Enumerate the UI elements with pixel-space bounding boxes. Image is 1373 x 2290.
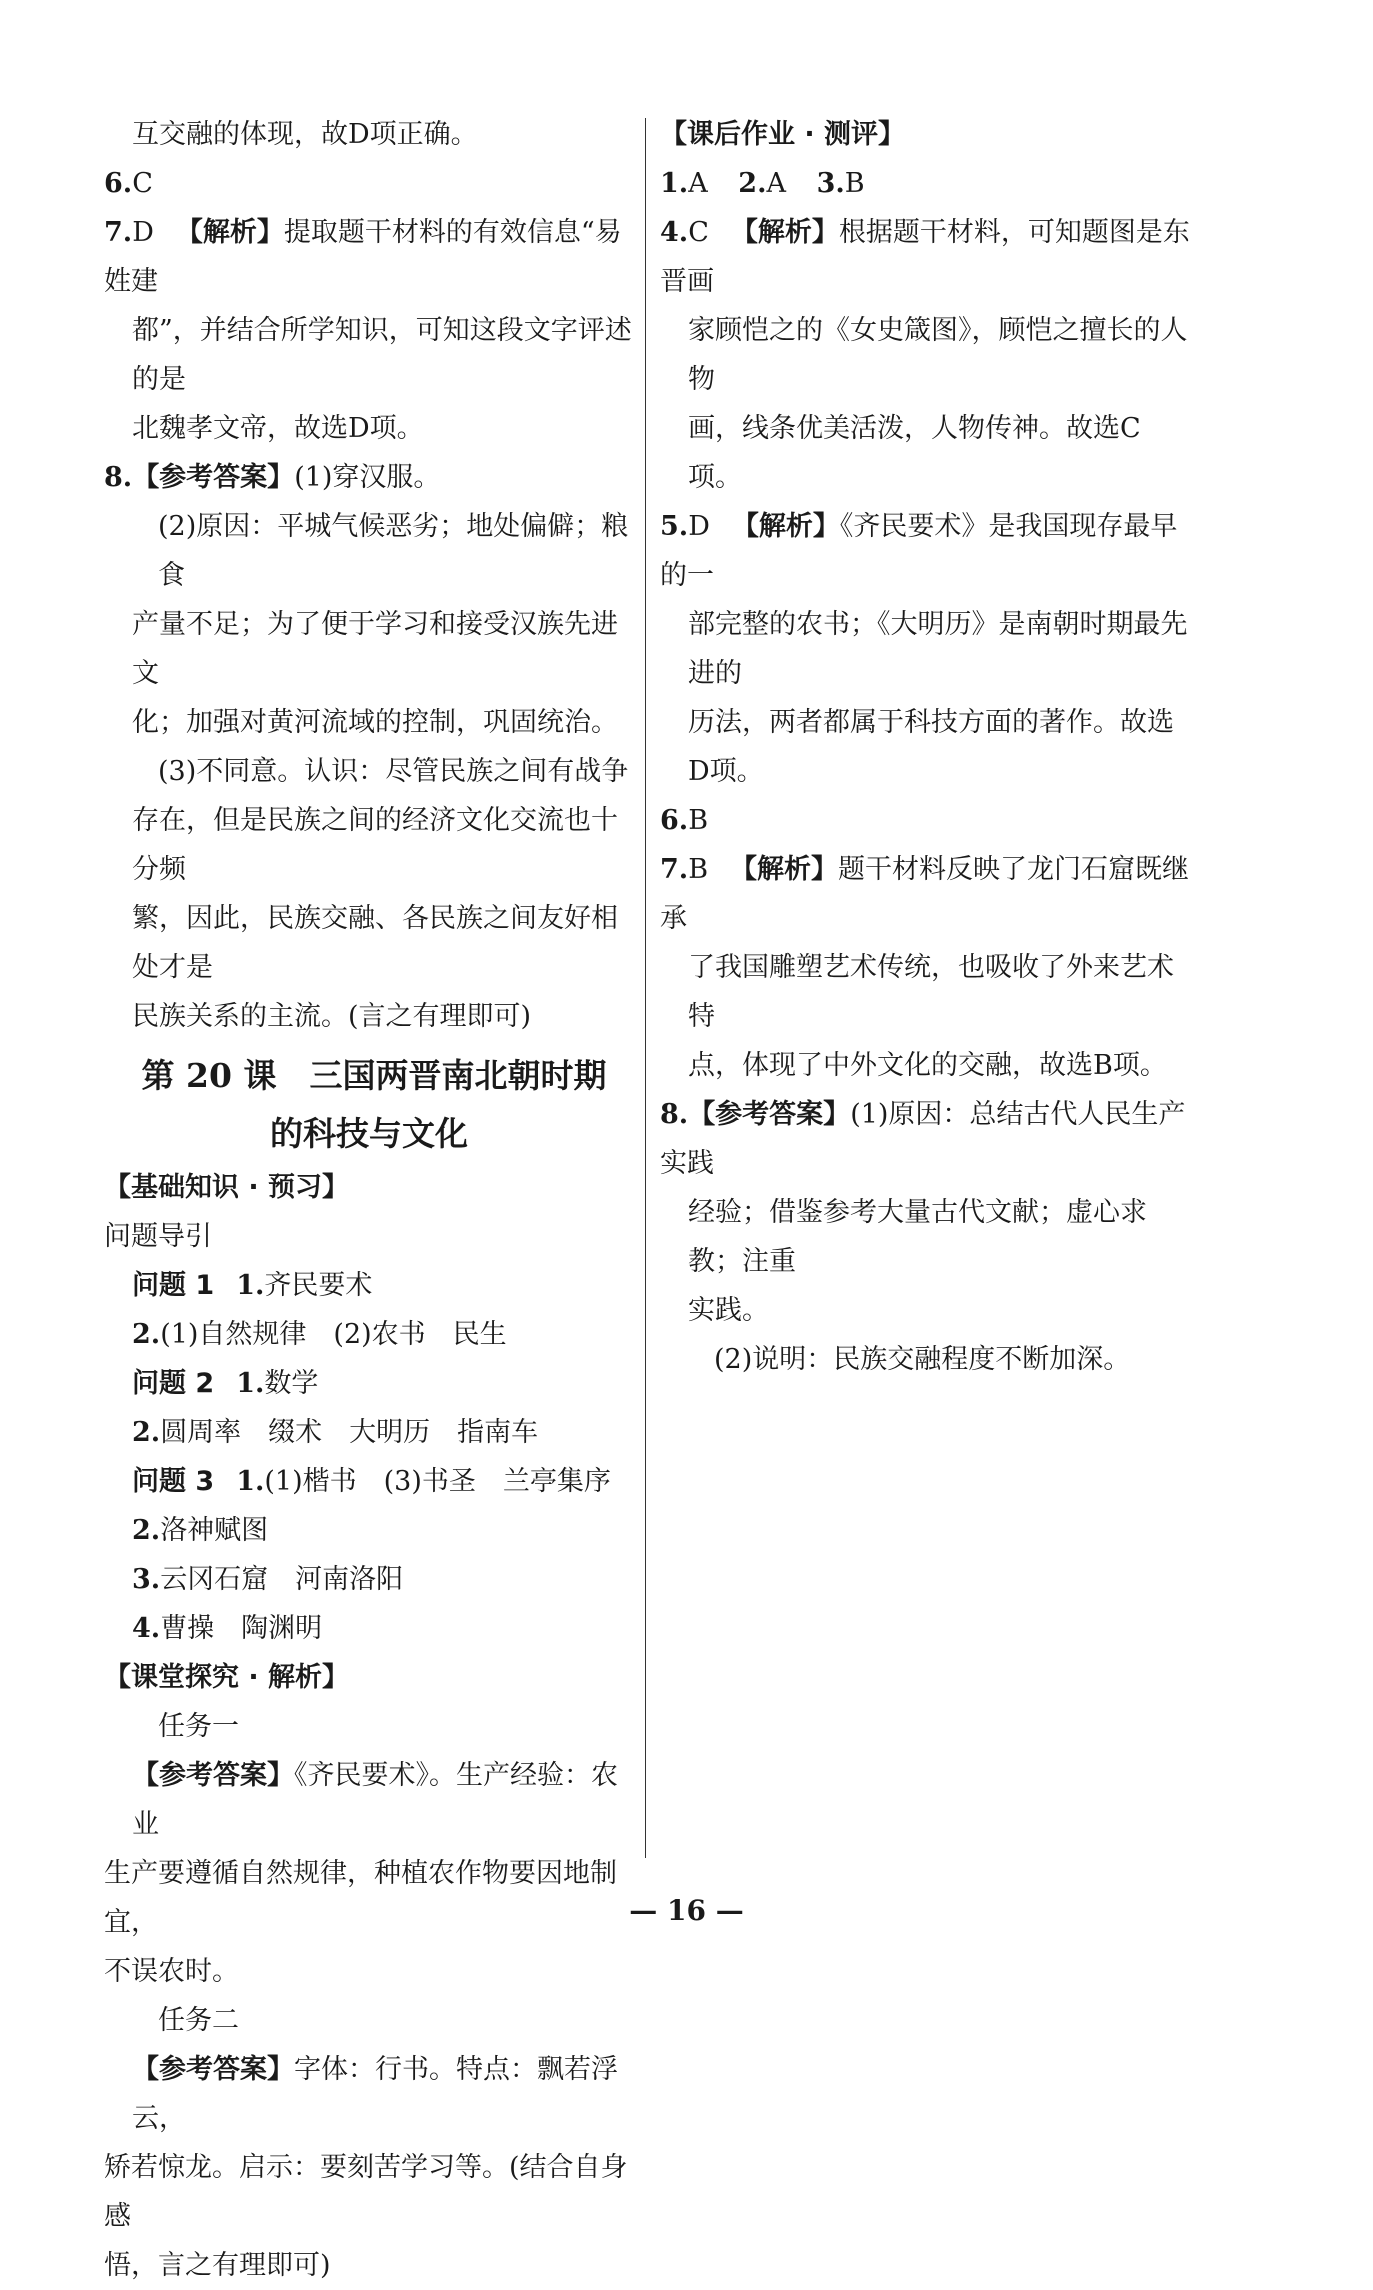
text-line: 互交融的体现，故D项正确。 (132, 119, 478, 150)
section-heading-inquiry: 【课堂探究 · 解析】 (104, 1662, 350, 1693)
task-1-title: 任务一 (158, 1711, 239, 1742)
answer-7-right: 7.B 【解析】题干材料反映了龙门石窟既继承 了我国雕塑艺术传统，也吸收了外来艺术特 点，体现了中外文化的交融，故选B项。 (660, 854, 1190, 1081)
task-1-answer: 【参考答案】《齐民要术》。生产经验：农业 生产要遵循自然规律，种植农作物要因地制宜， 不误农时。 (104, 1760, 618, 1987)
answer-7: 7.D 【解析】提取题干材料的有效信息“易姓建 都”，并结合所学知识，可知这段文字评述的是 北魏孝文帝，故选D项。 (104, 217, 632, 444)
answer-5: 5.D 【解析】《齐民要术》是我国现存最早的一 部完整的农书；《大明历》是南朝时期最先进的 历法，两者都属于科技方面的著作。故选 D项。 (660, 511, 1188, 787)
lesson-title: 第 20 课 三国两晋南北朝时期 的科技与文化 (141, 1056, 607, 1153)
left-column (104, 110, 634, 2290)
answer-6-right: 6.B (660, 805, 709, 836)
problem-3-line-1: 问题 3 1.(1)楷书 (3)书圣 兰亭集序 (132, 1466, 611, 1497)
answer-6: 6.C (104, 168, 153, 199)
answers-1-3: 1.A 2.A 3.B (660, 168, 865, 199)
problem-2-line-2: 2.圆周率 缀术 大明历 指南车 (132, 1417, 539, 1448)
guide-heading: 问题导引 (104, 1221, 212, 1252)
answer-4: 4.C 【解析】根据题干材料，可知题图是东晋画 家顾恺之的《女史箴图》，顾恺之擅长的人物 画，线条优美活泼，人物传神。故选C项。 (660, 217, 1190, 493)
section-heading-preview: 【基础知识 · 预习】 (104, 1172, 350, 1203)
column-divider (645, 118, 646, 1858)
task-2-title: 任务二 (158, 2005, 239, 2036)
answer-8: 8.【参考答案】(1)穿汉服。 (2)原因：平城气候恶劣；地处偏僻；粮食 产量不足；为了便于学习和接受汉族先进文 化；加强对黄河流域的控制，巩固统治。 (3)不同意。认识：尽管民族之间有战争 存在，但是民族之间的经济文化交流也十分频 繁，因此，民族交融、各民族之间友好相处才是 民族关系的主流。(言之有理即可) (104, 462, 629, 1032)
right-column (660, 110, 1192, 1384)
problem-3-line-4: 4.曹操 陶渊明 (132, 1613, 323, 1644)
problem-2-line-1: 问题 2 1.数学 (132, 1368, 319, 1399)
problem-1-line-1: 问题 1 1.齐民要术 (132, 1270, 373, 1301)
section-heading-homework: 【课后作业 · 测评】 (660, 119, 906, 150)
page-number: — 16 — (629, 1894, 744, 1927)
problem-3-line-3: 3.云冈石窟 河南洛阳 (132, 1564, 404, 1595)
problem-1-line-2: 2.(1)自然规律 (2)农书 民生 (132, 1319, 507, 1350)
task-2-answer: 【参考答案】字体：行书。特点：飘若浮云， 矫若惊龙。启示：要刻苦学习等。(结合自身感 悟，言之有理即可) (104, 2054, 628, 2281)
problem-3-line-2: 2.洛神赋图 (132, 1515, 269, 1546)
answer-8-right: 8.【参考答案】(1)原因：总结古代人民生产实践 经验；借鉴参考大量古代文献；虚心求教；注重 实践。 (2)说明：民族交融程度不断加深。 (660, 1099, 1186, 1375)
